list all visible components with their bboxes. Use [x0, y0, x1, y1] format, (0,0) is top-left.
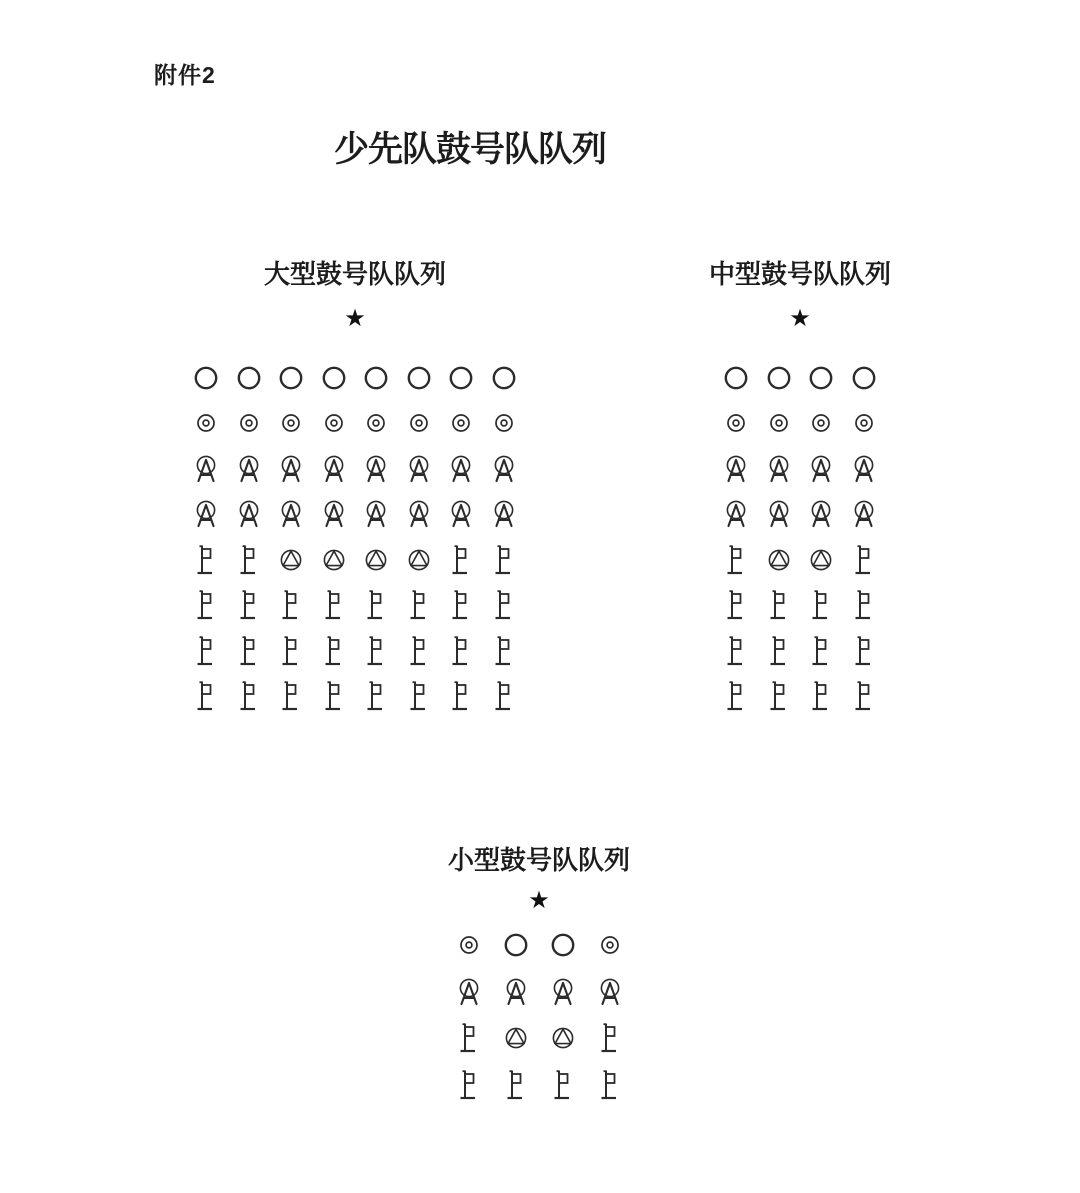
circle-triangle-icon [355, 537, 398, 583]
symbol-row [445, 922, 633, 969]
flag-icon [440, 628, 483, 674]
formation-title: 大型鼓号队队列 [263, 260, 446, 289]
flag-icon [228, 537, 271, 583]
circle-a-icon [492, 969, 539, 1016]
double-circle-icon [185, 401, 228, 447]
circle-a-icon [398, 446, 441, 492]
circle-icon [185, 355, 228, 401]
symbol-row [185, 583, 525, 629]
attachment-label: 附件2 [154, 62, 216, 88]
circle-icon [800, 355, 843, 401]
flag-icon [313, 674, 356, 720]
circle-icon [313, 355, 356, 401]
symbol-row [185, 401, 525, 447]
symbol-row [445, 1062, 633, 1109]
circle-triangle-icon [539, 1015, 586, 1062]
flag-icon [398, 674, 441, 720]
flag-icon [715, 583, 758, 629]
flag-icon [313, 628, 356, 674]
circle-triangle-icon [313, 537, 356, 583]
flag-icon [270, 583, 313, 629]
circle-icon [270, 355, 313, 401]
flag-icon [270, 674, 313, 720]
circle-a-icon [715, 492, 758, 538]
flag-icon [758, 583, 801, 629]
circle-a-icon [355, 492, 398, 538]
double-circle-icon [228, 401, 271, 447]
flag-icon [715, 674, 758, 720]
symbol-row [445, 1015, 633, 1062]
page-title: 少先队鼓号队队列 [333, 130, 606, 169]
circle-a-icon [313, 446, 356, 492]
double-circle-icon [758, 401, 801, 447]
conductor-star-icon: ★ [344, 304, 366, 332]
flag-icon [355, 583, 398, 629]
flag-icon [758, 674, 801, 720]
symbol-row [715, 583, 885, 629]
flag-icon [758, 628, 801, 674]
flag-icon [539, 1062, 586, 1109]
flag-icon [800, 674, 843, 720]
formation-title: 小型鼓号队队列 [447, 846, 630, 875]
formation-grid [715, 355, 885, 719]
flag-icon [398, 628, 441, 674]
symbol-row [715, 537, 885, 583]
circle-a-icon [483, 446, 526, 492]
flag-icon [355, 628, 398, 674]
circle-triangle-icon [758, 537, 801, 583]
symbol-row [715, 446, 885, 492]
circle-a-icon [355, 446, 398, 492]
flag-icon [355, 674, 398, 720]
flag-icon [185, 628, 228, 674]
circle-a-icon [228, 492, 271, 538]
double-circle-icon [270, 401, 313, 447]
flag-icon [445, 1062, 492, 1109]
circle-a-icon [758, 446, 801, 492]
circle-triangle-icon [398, 537, 441, 583]
symbol-row [715, 401, 885, 447]
circle-a-icon [398, 492, 441, 538]
circle-a-icon [843, 446, 886, 492]
circle-a-icon [843, 492, 886, 538]
symbol-row [715, 355, 885, 401]
flag-icon [228, 674, 271, 720]
symbol-row [185, 355, 525, 401]
flag-icon [313, 583, 356, 629]
symbol-row [185, 628, 525, 674]
flag-icon [715, 628, 758, 674]
flag-icon [483, 628, 526, 674]
circle-a-icon [445, 969, 492, 1016]
flag-icon [483, 537, 526, 583]
circle-a-icon [483, 492, 526, 538]
symbol-row [715, 628, 885, 674]
circle-icon [398, 355, 441, 401]
flag-icon [228, 583, 271, 629]
formation-grid [445, 922, 633, 1108]
flag-icon [270, 628, 313, 674]
circle-a-icon [586, 969, 633, 1016]
flag-icon [185, 537, 228, 583]
flag-icon [483, 674, 526, 720]
double-circle-icon [440, 401, 483, 447]
circle-a-icon [270, 492, 313, 538]
formation-title: 中型鼓号队队列 [708, 260, 891, 289]
symbol-row [185, 674, 525, 720]
circle-a-icon [313, 492, 356, 538]
circle-icon [758, 355, 801, 401]
symbol-row [185, 446, 525, 492]
conductor-star-icon: ★ [528, 886, 550, 914]
circle-icon [715, 355, 758, 401]
flag-icon [843, 628, 886, 674]
symbol-row [715, 674, 885, 720]
flag-icon [715, 537, 758, 583]
circle-icon [492, 922, 539, 969]
circle-a-icon [539, 969, 586, 1016]
flag-icon [843, 537, 886, 583]
circle-a-icon [185, 446, 228, 492]
double-circle-icon [715, 401, 758, 447]
double-circle-icon [398, 401, 441, 447]
double-circle-icon [313, 401, 356, 447]
flag-icon [492, 1062, 539, 1109]
flag-icon [440, 583, 483, 629]
flag-icon [586, 1062, 633, 1109]
flag-icon [228, 628, 271, 674]
double-circle-icon [800, 401, 843, 447]
circle-icon [355, 355, 398, 401]
symbol-row [185, 492, 525, 538]
circle-triangle-icon [800, 537, 843, 583]
double-circle-icon [843, 401, 886, 447]
flag-icon [843, 674, 886, 720]
circle-a-icon [800, 492, 843, 538]
circle-icon [228, 355, 271, 401]
flag-icon [445, 1015, 492, 1062]
flag-icon [185, 674, 228, 720]
double-circle-icon [355, 401, 398, 447]
flag-icon [800, 583, 843, 629]
symbol-row [715, 492, 885, 538]
flag-icon [440, 537, 483, 583]
flag-icon [398, 583, 441, 629]
conductor-star-icon: ★ [789, 304, 811, 332]
circle-icon [483, 355, 526, 401]
flag-icon [800, 628, 843, 674]
circle-a-icon [440, 446, 483, 492]
circle-a-icon [185, 492, 228, 538]
symbol-row [185, 537, 525, 583]
circle-a-icon [228, 446, 271, 492]
double-circle-icon [483, 401, 526, 447]
circle-a-icon [440, 492, 483, 538]
circle-icon [539, 922, 586, 969]
circle-a-icon [715, 446, 758, 492]
double-circle-icon [586, 922, 633, 969]
symbol-row [445, 969, 633, 1016]
flag-icon [843, 583, 886, 629]
formation-grid [185, 355, 525, 719]
flag-icon [586, 1015, 633, 1062]
flag-icon [483, 583, 526, 629]
circle-triangle-icon [270, 537, 313, 583]
flag-icon [185, 583, 228, 629]
circle-a-icon [270, 446, 313, 492]
circle-triangle-icon [492, 1015, 539, 1062]
double-circle-icon [445, 922, 492, 969]
circle-icon [440, 355, 483, 401]
flag-icon [440, 674, 483, 720]
circle-a-icon [800, 446, 843, 492]
circle-a-icon [758, 492, 801, 538]
circle-icon [843, 355, 886, 401]
